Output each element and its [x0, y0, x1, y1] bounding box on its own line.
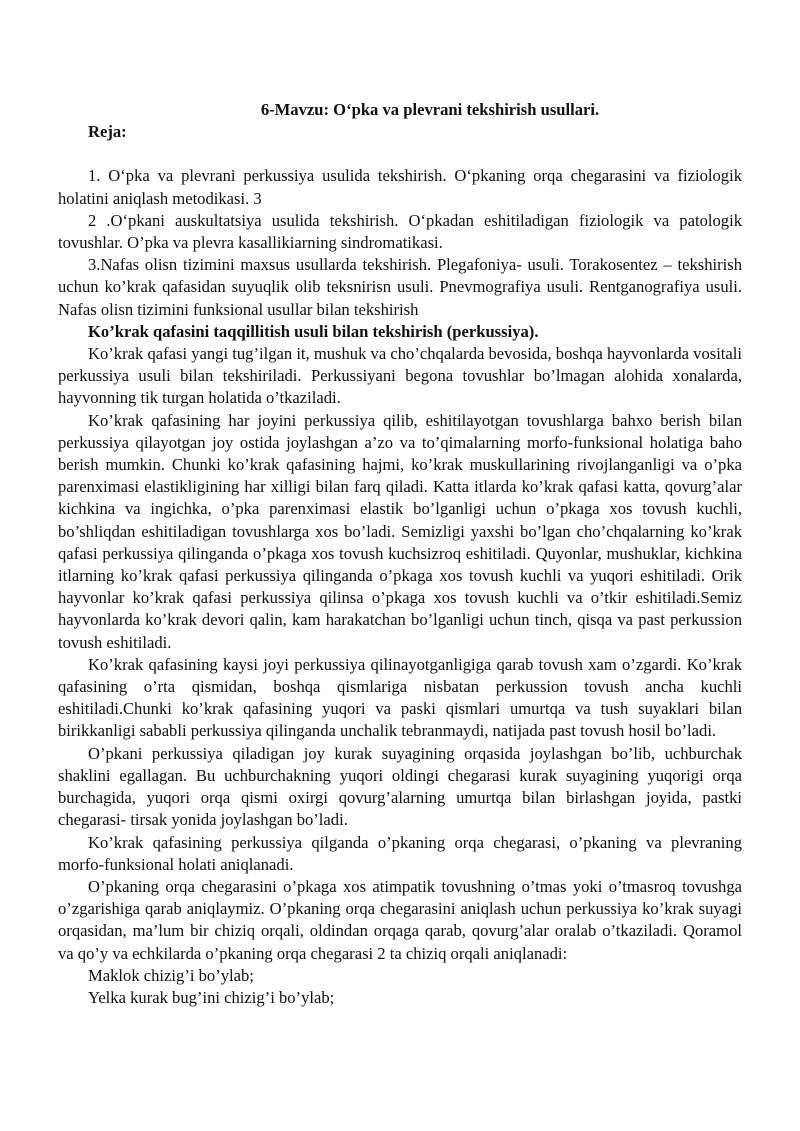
paragraph: Ko’krak qafasi yangi tug’ilgan it, mushuk va cho’chqalarda bevosida, boshqa hayvonlarda vositali perkussiya usuli bilan tekshiriladi. Perkussiyani begona tovushlar bo’lmagan alohida xonalarda, hayvonning tik turgan holatida o’tkaziladi. [58, 344, 742, 408]
paragraph: O’pkaning orqa chegarasini o’pkaga xos atimpatik tovushning o’tmas yoki o’tmasroq tovushga o’zgarishiga qarab aniqlaymiz. O’pkaning orqa chegarasini aniqlash uchun perkussiya ko’krak suyagi orqasidan, ma’lum bir chiziq orqali, oldindan orqaga qarab, qovurg’alar oralab o’tkaziladi. Qoramol va qo’y va echkilarda o’pkaning orqa chegarasi 2 ta chiziq orqali aniqlanadi: [58, 876, 742, 963]
list-item: Yelka kurak bug’ini chizig’i bo’ylab; [88, 987, 335, 1007]
document-page [58, 99, 742, 1009]
paragraph: Ko’krak qafasining har joyini perkussiya qilib, eshitilayotgan tovushlarga bahxo berish bilan perkussiya qilayotgan joy ostida joylashgan a’zo va to’qimalarning morfo-funksional holatiga baho berish mumkin. Chunki ko’krak qafasining hajmi, ko’krak muskullarining rivojlanganligi va o’pka parenximasi elastikligining har xilligi bilan farq qiladi. Katta itlarda ko’krak qafasi katta, qovurg’alar kichkina va ingichka, o’pka parenximasi elastik bo’lganligi uchun o’pkaga xos tovush kuchli, bo’shliqdan eshitiladigan tovushlarga xos bo’ladi. Semizligi yaxshi bo’lgan cho’chqalarning ko’krak qafasi perkussiya qilinganda o’pkaga xos tovush kuchsizroq eshitiladi. Quyonlar, mushuklar, kichkina itlarning ko’krak qafasi perkussiya qilinganda o’pkaga xos tovush kuchli va yuqori eshitiladi. Orik hayvonlar ko’krak qafasi perkussiya qilinsa o’pkaga xos tovush kuchli va o’tkir eshitiladi.Semiz hayvonlarda ko’krak devori qalin, kam harakatchan bo’lganligi uchun tinch, qisqa va past perkussion tovush eshitiladi. [58, 410, 742, 652]
plan-item-1: 1. O‘pka va plevrani perkussiya usulida tekshirish. O‘pkaning orqa chegarasini va fiziologik holatini aniqlash metodikasi. 3 [58, 166, 742, 208]
section-heading: Ko’krak qafasini taqqillitish usuli bilan tekshirish (perkussiya). [88, 321, 539, 341]
page-title: 6-Mavzu: O‘pka va plevrani tekshirish usullari. [260, 100, 600, 119]
paragraph: O’pkani perkussiya qiladigan joy kurak suyagining orqasida joylashgan bo’lib, uchburchak shaklini egallagan. Bu uchburchakning yuqori oldingi chegarasi kurak suyagining yuqorigi orqa burchagida, yuqori orqa qismi oxirgi qovurg’alarning umurtqa bilan birlashgan joyida, pastki chegarasi- tirsak yonida joylashgan bo’ladi. [58, 743, 742, 830]
plan-item-2: 2 .O‘pkani auskultatsiya usulida tekshirish. O‘pkadan eshitiladigan fiziologik va patologik tovushlar. O’pka va plevra kasallikiarning sindromatikasi. [58, 210, 742, 253]
paragraph: Ko’krak qafasining kaysi joyi perkussiya qilinayotganligiga qarab tovush xam o’zgardi. Ko’krak qafasining o’rta qismidan, boshqa qismlariga nisbatan perkussion tovush ancha kuchli eshitiladi.Chunki ko’krak qafasining yuqori va paski qismlari umurtqa va tush suyaklari bilan birikkanligi sababli perkussiya qilinganda unchalik tebranmaydi, natijada past tovush hosil bo’ladi. [58, 654, 742, 741]
paragraph: Ko’krak qafasining perkussiya qilganda o’pkaning orqa chegarasi, o’pkaning va plevraning morfo-funksional holati aniqlanadi. [58, 832, 742, 874]
list-item: Maklok chizig’i bo’ylab; [88, 965, 254, 985]
plan-heading: Reja: [88, 122, 127, 142]
plan-item-3: 3.Nafas olisn tizimini maxsus usullarda tekshirish. Plegafoniya- usuli. Torakosentez – tekshirish uchun ko’krak qafasidan suyuqlik olib teksnirisn usuli. Pnevmografiya usuli. Rentganografiya usuli. Nafas olisn tizimini funksional usullar bilan tekshirish [58, 255, 742, 319]
